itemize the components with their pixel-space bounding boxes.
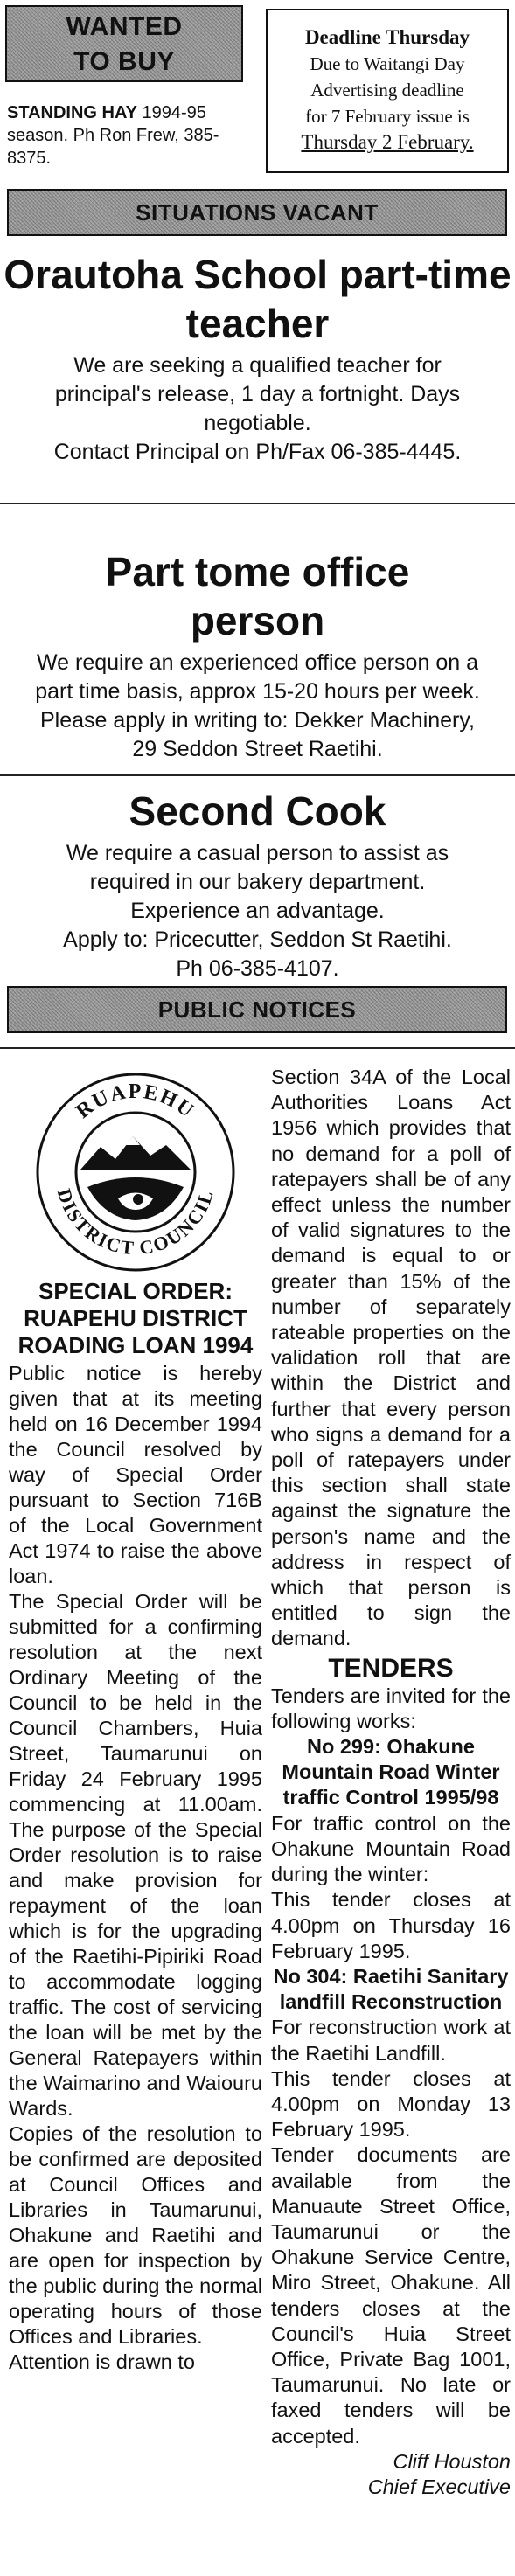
special-order-paragraph: Attention is drawn to [9,2350,195,2373]
tender-item-body: For reconstruction work at the Raetihi Landfill. [271,2016,511,2065]
deadline-line-2: Advertising deadline [310,80,464,101]
job-title: Second Cook [129,788,386,834]
deadline-notice-box [266,9,509,173]
deadline-line-3: for 7 February issue is [305,106,470,127]
standing-hay-headline: STANDING HAY [7,103,137,122]
job-description: We are seeking a qualified teacher for principal's release, 1 day a fortnight. Days negotiable. [54,353,461,435]
job-title: Part tome office person [105,549,410,643]
job-contact: Contact Principal on Ph/Fax 06-385-4445. [53,440,462,464]
special-order-paragraph: Public notice is hereby given that at its meeting held on 16 December 1994 the Council resolved by way of Special Order pursuant to Section 716B of the Local Government Act 1974 to raise the above loan. [9,1362,262,1587]
deadline-line-1: Due to Waitangi Day [310,53,465,74]
tender-item-close: This tender closes at 4.00pm on Monday 13 February 1995. [271,2066,511,2142]
special-order-paragraph: The Special Order will be submitted for a confirming resolution at the next Ordinary Meeting of the Council to be held in the Council Chambers, Huia Street, Taumarunui on Friday 24 February 1995 commencing at 11.00am. The purpose of the Special Order resolution is to raise and make provision for repayment of the loan which is for the upgrading of the Raetihi-Pipiriki Road to accommodate logging traffic. The cost of servicing the loan will be met by the General Ratepayers within the Waimarino and Waiouru Wards. [9,1590,262,2120]
signer-title: Chief Executive [367,2475,511,2498]
job-requirement: Experience an advantage. [130,899,385,923]
tender-item-body: For traffic control on the Ohakune Mountain Road during the winter: [271,1811,511,1886]
seal-bottom-text: DISTRICT COUNCIL [52,1185,219,1260]
deadline-title: Deadline Thursday [304,26,470,48]
situations-vacant-banner: SITUATIONS VACANT [7,189,507,236]
job-title: Orautoha School part-time teacher [3,252,512,346]
special-order-column [9,1065,262,2375]
tenders-intro: Tenders are invited for the following works: [271,1684,511,1732]
job-ad-teacher [0,250,515,467]
job-phone: Ph 06-385-4107. [176,956,339,981]
special-order-paragraph: Copies of the resolution to be confirmed are deposited at Council Offices and Libraries in Taumarunui, Ohakune and Raetihi and are open for inspection by the public during the normal operating hours of those Offices and Libraries. [9,2122,263,2348]
tender-item-close: This tender closes at 4.00pm on Thursday 16 February 1995. [271,1888,511,1962]
section-divider [0,503,515,504]
deadline-date: Thursday 2 February. [301,131,474,153]
signer-name: Cliff Houston [393,2449,511,2473]
ruapehu-district-council-seal-icon [35,1072,236,1273]
special-order-body [9,1361,262,2375]
tender-item-title: No 299: Ohakune Mountain Road Winter traffic Control 1995/98 [282,1735,500,1809]
job-contact: Please apply in writing to: Dekker Machinery, 29 Seddon Street Raetihi. [40,708,475,761]
standing-hay-body: 1994-95 season. Ph Ron Frew, 385-8375. [7,103,219,168]
standing-hay-ad [7,101,252,170]
tender-item-title: No 304: Raetihi Sanitary landfill Reconstruction [273,1964,509,2014]
job-description: We require a casual person to assist as required in our bakery department. [66,841,449,894]
tenders-column [271,1065,511,2500]
section-divider [0,1047,515,1049]
loans-act-continuation: Section 34A of the Local Authorities Loans Act 1956 which provides that no demand for a poll of ratepayers shall be of any effect unless the number of valid signatures to the demand is equal to or greater than 15% of the number of separately rateable properties on the validation roll that are within the District and further that every person who signs a demand for a poll of ratepayers under this section shall state against the signature the person's name and the address in respect of which that person is entitled to sign the demand. [271,1066,511,1650]
job-description: We require an experienced office person on a part time basis, approx 15-20 hours per week. [35,650,480,704]
wanted-to-buy-badge: WANTED TO BUY [5,5,243,82]
job-ad-second-cook [0,787,515,983]
tender-documents-info: Tender documents are available from the Manuaute Street Office, Taumarunui or the Ohakune Service Centre, Miro Street, Ohakune. All tenders closes at the Council's Huia Street Office, Private Bag 1001, Taumarunui. No late or faxed tenders will be accepted. [271,2143,511,2448]
tenders-heading: TENDERS [328,1653,454,1683]
seal-top-text: RUAPEHU [72,1080,199,1123]
public-notices-banner: PUBLIC NOTICES [7,986,507,1033]
special-order-title: SPECIAL ORDER: RUAPEHU DISTRICT ROADING LOAN 1994 [17,1278,254,1358]
svg-text:RUAPEHU [72,1080,198,1123]
job-ad-office-person [0,547,515,764]
section-divider [0,774,515,776]
job-apply: Apply to: Pricecutter, Seddon St Raetihi. [63,927,452,952]
